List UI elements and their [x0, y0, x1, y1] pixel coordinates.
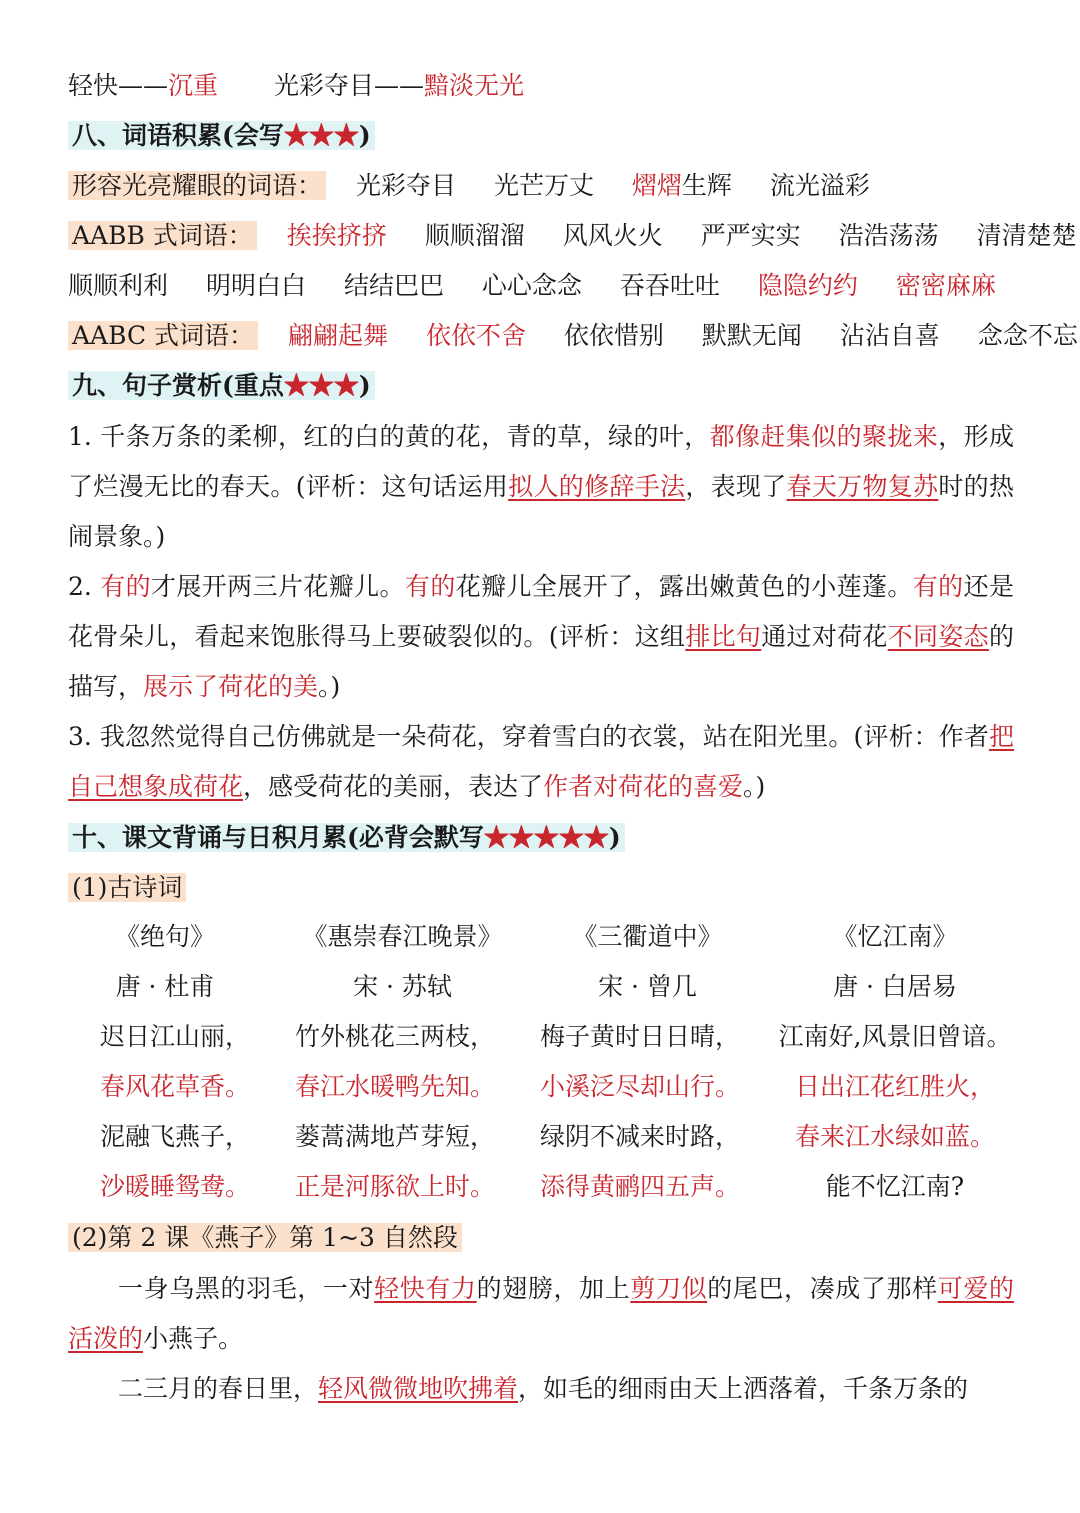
text: 的翅膀，加上 — [476, 1274, 631, 1303]
text: 的描写， — [68, 622, 1014, 701]
text: 3. 我忽然觉得自己仿佛就是一朵荷花，穿着雪白的衣裳，站在阳光里。(评析：作者 — [68, 722, 989, 751]
text: 还是花骨朵儿，看起来饱胀得马上要破裂似的。(评析：这组 — [68, 572, 1014, 651]
poem-line: 沙暖睡鸳鸯。 — [100, 1172, 251, 1201]
sentence-1 — [68, 412, 1014, 562]
subsection-swallow — [68, 1220, 462, 1256]
poem-line: 蒌蒿满地芦芽短， — [295, 1122, 496, 1151]
antonym-1-right: 沉重 — [168, 71, 219, 100]
poem-line: 梅子黄时日日晴， — [540, 1022, 741, 1051]
word: 流光溢彩 — [769, 171, 870, 200]
antonym-2-left: 光彩夺目—— — [273, 71, 424, 100]
antonym-pairs — [68, 68, 524, 104]
poem-line: 泥融飞燕子， — [100, 1122, 251, 1151]
aabb-row-1 — [68, 218, 1077, 254]
poem-line: 能不忆江南? — [825, 1172, 965, 1201]
antonym-2-right: 黯淡无光 — [423, 71, 524, 100]
text: 时的热闹景象。) — [68, 472, 1014, 551]
sentence-2 — [68, 562, 1014, 712]
highlight: 展示了荷花的美 — [143, 672, 319, 701]
poem-line: 绿阴不减来时路， — [540, 1122, 741, 1151]
word: 沾沾自喜 — [839, 321, 940, 350]
poem-line: 迟日江山丽， — [100, 1022, 251, 1051]
poem-2 — [295, 912, 510, 1212]
section-9-heading — [68, 368, 375, 404]
text: ，表现了 — [685, 472, 787, 501]
antonym-1-left: 轻快—— — [68, 71, 169, 100]
highlight: 有的 — [404, 572, 456, 601]
word: 吞吞吐吐 — [619, 271, 720, 300]
text: 通过对荷花 — [761, 622, 888, 651]
section-9-stars: ★★★ — [283, 371, 359, 400]
section-10-heading — [68, 820, 625, 856]
poem-title: 《绝句》 — [114, 922, 215, 951]
poem-line: 添得黄鹂四五声。 — [540, 1172, 741, 1201]
aabb-label: AABB 式词语： — [68, 221, 257, 250]
poem-line: 小溪泛尽却山行。 — [540, 1072, 741, 1101]
highlight: 排比句 — [685, 622, 762, 651]
word: 隐隐约约 — [757, 271, 858, 300]
sentence-3 — [68, 712, 1014, 812]
text: ，感受荷花的美丽，表达了 — [243, 772, 544, 801]
poem-line: 日出江花红胜火， — [794, 1072, 995, 1101]
word: 翩翩起舞 — [287, 321, 388, 350]
poem-line: 竹外桃花三两枝， — [295, 1022, 496, 1051]
bright-words-label: 形容光亮耀眼的词语： — [68, 171, 326, 200]
word: 光彩夺目 — [355, 171, 456, 200]
text: 的尾巴，凑成了那样 — [707, 1274, 938, 1303]
poem-line: 春来江水绿如蓝。 — [794, 1122, 995, 1151]
highlight: 拟人的修辞手法 — [508, 472, 686, 501]
subsection-poems — [68, 870, 186, 906]
word: 熠熠 — [631, 171, 682, 200]
poem-line: 春风花草香。 — [100, 1072, 251, 1101]
poem-author: 宋 · 苏轼 — [353, 972, 452, 1001]
word: 挨挨挤挤 — [286, 221, 387, 250]
poem-line: 春江水暖鸭先知。 — [295, 1072, 496, 1101]
poem-4 — [770, 912, 1020, 1212]
section-9-close: ) — [358, 371, 371, 400]
word: 念念不忘 — [977, 321, 1078, 350]
word: 依依不舍 — [425, 321, 526, 350]
word: 生辉 — [681, 171, 732, 200]
poem-title: 《忆江南》 — [832, 922, 958, 951]
highlight: 不同姿态 — [887, 622, 989, 651]
swallow-paragraph-1 — [68, 1264, 1014, 1364]
highlight: 春天万物复苏 — [786, 472, 939, 501]
highlight: 剪刀似 — [630, 1274, 708, 1303]
word: 默默无闻 — [701, 321, 802, 350]
highlight: 轻风微微地吹拂着 — [318, 1374, 519, 1403]
poem-line: 正是河豚欲上时。 — [295, 1172, 496, 1201]
highlight: 轻快有力 — [374, 1274, 477, 1303]
word: 密密麻麻 — [895, 271, 996, 300]
poem-3 — [540, 912, 755, 1212]
poem-title: 《惠崇春江晚景》 — [302, 922, 503, 951]
subsection-poems-label: (1)古诗词 — [68, 873, 186, 902]
poem-1 — [80, 912, 250, 1212]
subsection-swallow-label: (2)第 2 课《燕子》第 1~3 自然段 — [68, 1223, 462, 1252]
highlight: 有的 — [100, 572, 151, 601]
section-8-close: ) — [358, 121, 371, 150]
highlight: 有的 — [912, 572, 964, 601]
text: 花瓣儿全展开了，露出嫩黄色的小莲蓬。 — [455, 572, 913, 601]
section-10-title: 十、课文背诵与日积月累(必背会默写 — [72, 823, 484, 852]
bright-words-row — [68, 168, 870, 204]
text: 一身乌黑的羽毛，一对 — [118, 1274, 375, 1303]
aabb-row-2 — [68, 268, 996, 304]
section-9-title: 九、句子赏析(重点 — [72, 371, 284, 400]
highlight: 都像赶集似的聚拢来 — [709, 422, 939, 451]
poem-line: 江南好,风景旧曾谙。 — [778, 1022, 1012, 1051]
word: 依依惜别 — [563, 321, 664, 350]
text: 二三月的春日里， — [118, 1374, 319, 1403]
word: 风风火火 — [562, 221, 663, 250]
text: 。) — [318, 672, 341, 701]
word: 心心念念 — [481, 271, 582, 300]
poem-author: 唐 · 白居易 — [833, 972, 957, 1001]
word: 结结巴巴 — [343, 271, 444, 300]
poem-author: 宋 · 曾几 — [598, 972, 697, 1001]
highlight: 把自己想象成荷花 — [68, 722, 1014, 801]
text: 2. — [68, 572, 101, 601]
section-8-title: 八、词语积累(会写 — [72, 121, 284, 150]
word: 光芒万丈 — [493, 171, 594, 200]
swallow-paragraph-2 — [68, 1364, 1014, 1414]
word: 顺顺溜溜 — [424, 221, 525, 250]
word: 浩浩荡荡 — [838, 221, 939, 250]
word: 清清楚楚 — [976, 221, 1077, 250]
text: 才展开两三片花瓣儿。 — [151, 572, 405, 601]
text: ，形成了烂漫无比的春天。(评析：这句话运用 — [68, 422, 1014, 501]
highlight: 可爱的活泼的 — [68, 1274, 1014, 1353]
section-10-stars: ★★★★★ — [483, 823, 609, 852]
highlight: 作者对荷花的喜爱 — [543, 772, 744, 801]
poem-title: 《三衢道中》 — [572, 922, 723, 951]
section-8-stars: ★★★ — [283, 121, 359, 150]
text: 。) — [743, 772, 766, 801]
aabc-label: AABC 式词语： — [68, 321, 258, 350]
word: 明明白白 — [205, 271, 306, 300]
word: 严严实实 — [700, 221, 801, 250]
section-10-close: ) — [608, 823, 621, 852]
section-8-heading — [68, 118, 375, 154]
poem-author: 唐 · 杜甫 — [115, 972, 215, 1001]
text: 1. 千条万条的柔柳，红的白的黄的花，青的草，绿的叶， — [68, 422, 710, 451]
text: ，如毛的细雨由天上洒落着，千条万条的 — [518, 1374, 969, 1403]
text: 小燕子。 — [143, 1324, 244, 1353]
word: 顺顺利利 — [68, 271, 169, 300]
aabc-row — [68, 318, 1078, 354]
